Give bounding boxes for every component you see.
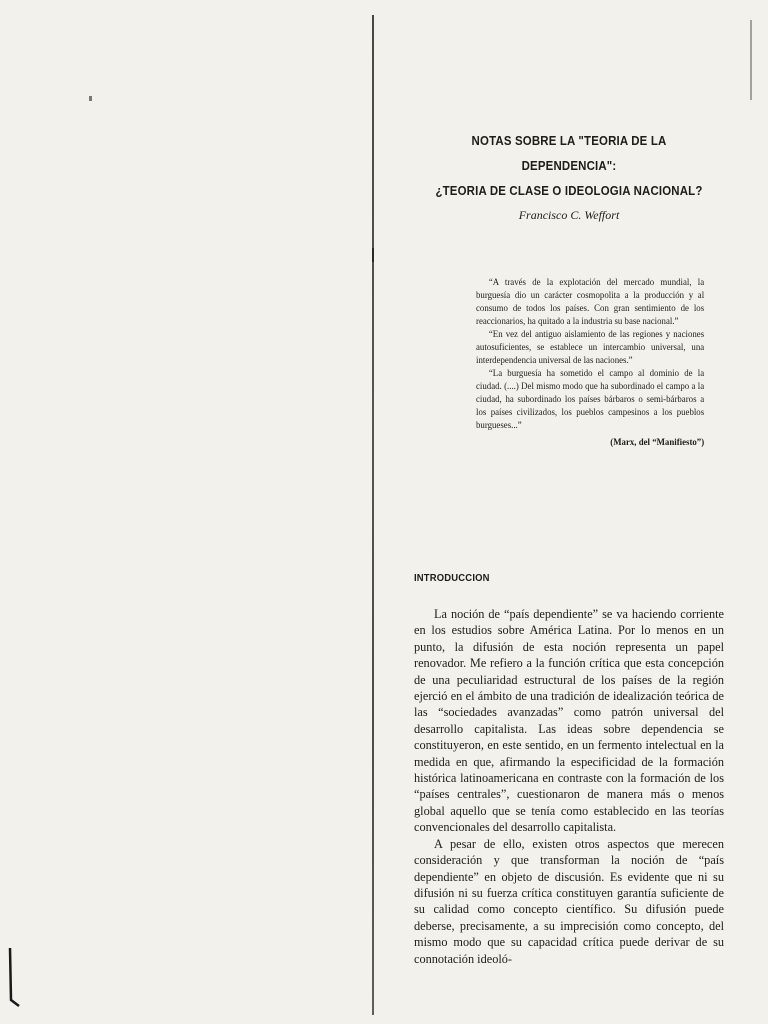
document-page — [414, 0, 724, 1024]
title-line-1: NOTAS SOBRE LA "TEORIA DE LA DEPENDENCIA": — [471, 133, 667, 173]
scan-artifact — [8, 948, 20, 1008]
title-line-2: ¿TEORIA DE CLASE O IDEOLOGIA NACIONAL? — [435, 183, 703, 198]
epigraph-paragraph: “La burguesía ha sometido el campo al dominio de la ciudad. (....) Del mismo modo que ha subordinado el campo a la ciudad, ha subordinado los países bárbaros o semi-bárbaros a los países civilizados, los pueblos campesinos a los pueblos burgueses...” — [476, 368, 705, 431]
epigraph — [476, 276, 704, 449]
epigraph-paragraph: “En vez del antiguo aislamiento de las regiones y naciones autosuficientes, se establece un intercambio universal, una interdependencia universal de las naciones.” — [476, 329, 705, 366]
margin-mark — [750, 20, 752, 100]
epigraph-paragraph: “A través de la explotación del mercado mundial, la burguesía dio un carácter cosmopolita a la producción y al consumo de todos los países. Con gran sentimiento de los reaccionarios, ha quitado a la industria su base nacional.” — [476, 277, 705, 327]
epigraph-attribution: (Marx, del “Manifiesto”) — [610, 437, 705, 448]
book-gutter-line — [372, 15, 374, 1015]
body-text — [414, 606, 724, 967]
margin-mark — [89, 96, 92, 101]
body-paragraph: A pesar de ello, existen otros aspectos que merecen consideración y que transforman la noción de “país dependiente” en objeto de discusión. Es evidente que ni su difusión ni su fuerza crítica constituyen garantía suficiente de su calidad como concepto científico. Su difusión puede deberse, precisamente, a su imprecisión como concepto, del mismo modo que su capacidad crítica puede derivar de su connotación ideoló- — [414, 836, 724, 966]
section-heading: INTRODUCCION — [414, 572, 490, 584]
margin-mark — [372, 248, 374, 262]
body-paragraph: La noción de “país dependiente” se va haciendo corriente en los estudios sobre América Latina. Por lo menos en un punto, la difusión de esta noción representa un papel renovador. Me refiero a la función crítica que esta concepción de una peculiaridad estructural de los países de la región ejerció en el ámbito de una tradición de idealización teórica de las “sociedades avanzadas” como patrón universal del desarrollo capitalista. Las ideas sobre dependencia se constituyeron, en este sentido, en un fermento intelectual en la medida en que, afirmando la especificidad de la formación histórica latinoamericana en contraste con la formación de los “países centrales”, cuestionaron de manera más o menos global aquello que se tenía como establecido en las teorías convencionales del desarrollo capitalista. — [414, 607, 724, 835]
article-title — [433, 128, 706, 203]
article-author: Francisco C. Weffort — [518, 208, 620, 222]
